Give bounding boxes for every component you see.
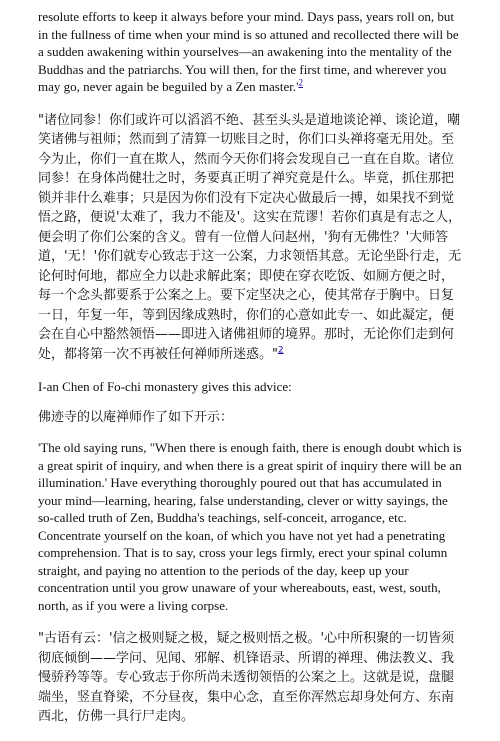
document-page (38, 8, 462, 741)
paragraph-english-3: 'The old saying runs, "When there is enough faith, there is enough doubt which is a great spirit of inquiry, and when there is a great spirit of inquiry there will be an illumination.' Have everything thoroughly poured out that has accumulated in your mind—learning, hearing, false understanding, clever or witty sayings, the so-called truth of Zen, Buddha's teachings, self-conceit, arrogance, etc. Concentrate yourself on the koan, of which you have not yet had a penetrating comprehension. That is to say, cross your legs firmly, erect your spinal column straight, and paying no attention to the periods of the day, keep up your concentration until you grow unaware of your whereabouts, east, west, south, north, as if you were a living corpse. (38, 440, 462, 613)
paragraph-chinese-1 (38, 111, 462, 365)
paragraph-chinese-3: "古语有云：'信之极则疑之极，疑之极则悟之极。'心中所积聚的一切皆须彻底倾倒——学问、见闻、邪解、机锋语录、所谓的禅理、佛法教义、我慢骄矜等等。专心致志于你所尚未透彻领悟的公案之上。这就是说，盘腿端坐，竖直脊梁，不分昼夜，集中心念，直至你浑然忘却身处何方、东南西北，仿佛一具行尸走肉。 (38, 631, 455, 724)
paragraph-english-1-text: resolute efforts to keep it always before your mind. Days pass, years roll on, but in the fullness of time when your mind is so attuned and recollected there will be a sudden awakening within yourselves—an awakening into the mentality of the Buddhas and the patriarchs. You will then, for the first time, and wherever you may go, never again be beguiled by a Zen master.' (38, 9, 459, 94)
footnote-link[interactable]: 2 (298, 77, 303, 88)
paragraph-chinese-2: 佛迹寺的以庵禅师作了如下开示： (38, 409, 234, 425)
footnote-link[interactable]: 2 (277, 345, 284, 356)
paragraph-english-2: I-an Chen of Fo-chi monastery gives this advice: (38, 379, 292, 394)
paragraph-chinese-1-text: "诸位同参！你们或许可以滔滔不绝、甚至头头是道地谈论禅、谈论道，嘲笑诸佛与祖师；然而到了清算一切账目之时，你们口头禅将毫无用处。至今为止，你们一直在欺人，然而今天你们将会发现自己一直在自欺。诸位同参！在身体尚健壮之时，务要真正明了禅究竟是什么。毕竟，抓住那把锁并非什么难事；只是因为你们没有下定决心做最后一搏，如果找不到觉悟之路，便说'太难了，我力不能及'。这实在荒谬！若你们真是有志之人，便会明了你们公案的含义。曾有一位僧人问赵州，'狗有无佛性？'大师答道，'无！'你们就专心致志于这一公案，力求领悟其意。无论坐卧行走，无论何时何地，都应全力以赴求解此案；即使在穿衣吃饭、如厕方便之时，每一个念头都要系于公案之上。要下定坚决之心，使其常存于胸中。日复一日，年复一年，等到因缘成熟时，你们的心意如此专一、如此凝定，便会在自心中豁然领悟——即进入诸佛祖师的境界。那时，无论你们走到何处，都将第一次不再被任何禅师所迷惑。" (38, 112, 462, 362)
paragraph-english-1 (38, 8, 462, 96)
